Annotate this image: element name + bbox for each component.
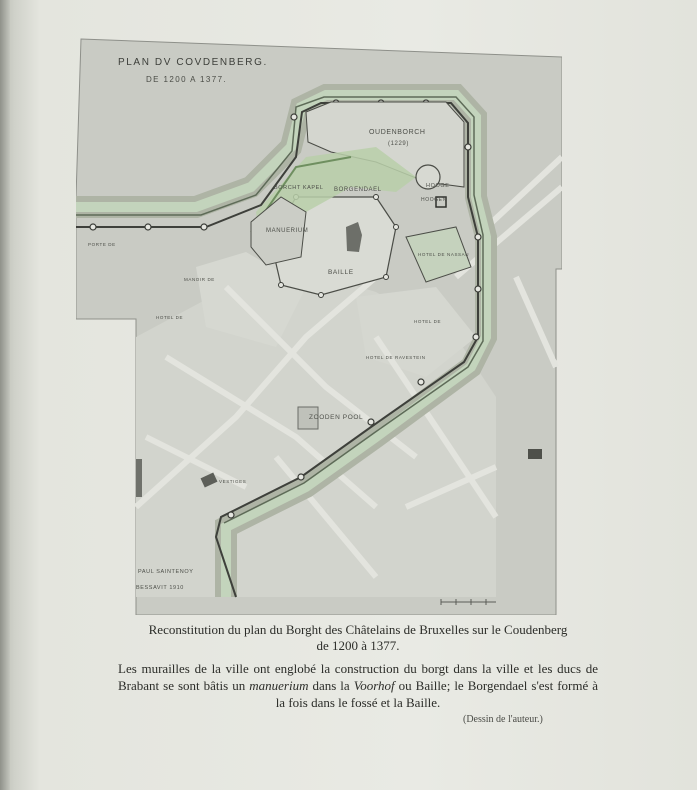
caption-credit: (Dessin de l'auteur.) [463,714,543,725]
caption-title: Reconstitution du plan du Borght des Châtelains de Bruxelles sur le Coudenberg [148,622,568,637]
label-hotel-nassau: HOTEL DE NASSAU [418,252,470,257]
label-hooge: HOOGE [426,183,450,189]
label-hoogen: HOOGEN [421,197,447,203]
label-zooden-pool: ZOODEN POOL [309,414,364,421]
caption-body [118,660,598,711]
label-baille: BAILLE [328,269,354,276]
label-borcht-kapel: BORCHT KAPEL [274,185,324,191]
map-signature-line2: BESSAVIT 1910 [136,585,184,591]
caption-italic-voorhof: Voorhof [353,678,395,693]
figure-caption [118,622,598,711]
coudenberg-plan-map [76,37,562,615]
map-plate [76,37,562,615]
label-vestiges: VESTIGES [219,479,247,484]
map-subtitle: DE 1200 A 1377. [146,75,228,84]
label-oudenborch-date: (1229) [388,141,409,147]
caption-body-part2: dans la [312,678,350,693]
map-title: PLAN DV COVDENBERG. [118,57,268,68]
label-hotel-ravestein: HOTEL DE RAVESTEIN [366,355,426,360]
caption-body-part1: Les murailles de la ville ont englobé la construction du borgt dans la ville et les ducs de Brabant se sont bâtis un [118,661,598,693]
map-signature-line1: PAUL SAINTENOY [138,569,194,575]
label-oudenborch: OUDENBORCH [369,129,426,136]
label-hotel-2: HOTEL DE [414,319,442,324]
label-gate-left: PORTE DE [88,242,116,247]
caption-italic-manuerium: manuerium [249,678,309,693]
label-manuerium: MANUERIUM [266,228,309,234]
caption-date: de 1200 à 1377. [316,638,400,653]
label-manoir: MANOIR DE [184,277,215,282]
label-hotel: HOTEL DE [156,315,184,320]
caption-body-part3: ou Baille; le Borgendael s'est formé à la fois dans le fossé et la Baille. [275,678,599,710]
book-spine [0,0,10,790]
label-borgendael: BORGENDAEL [334,187,382,193]
